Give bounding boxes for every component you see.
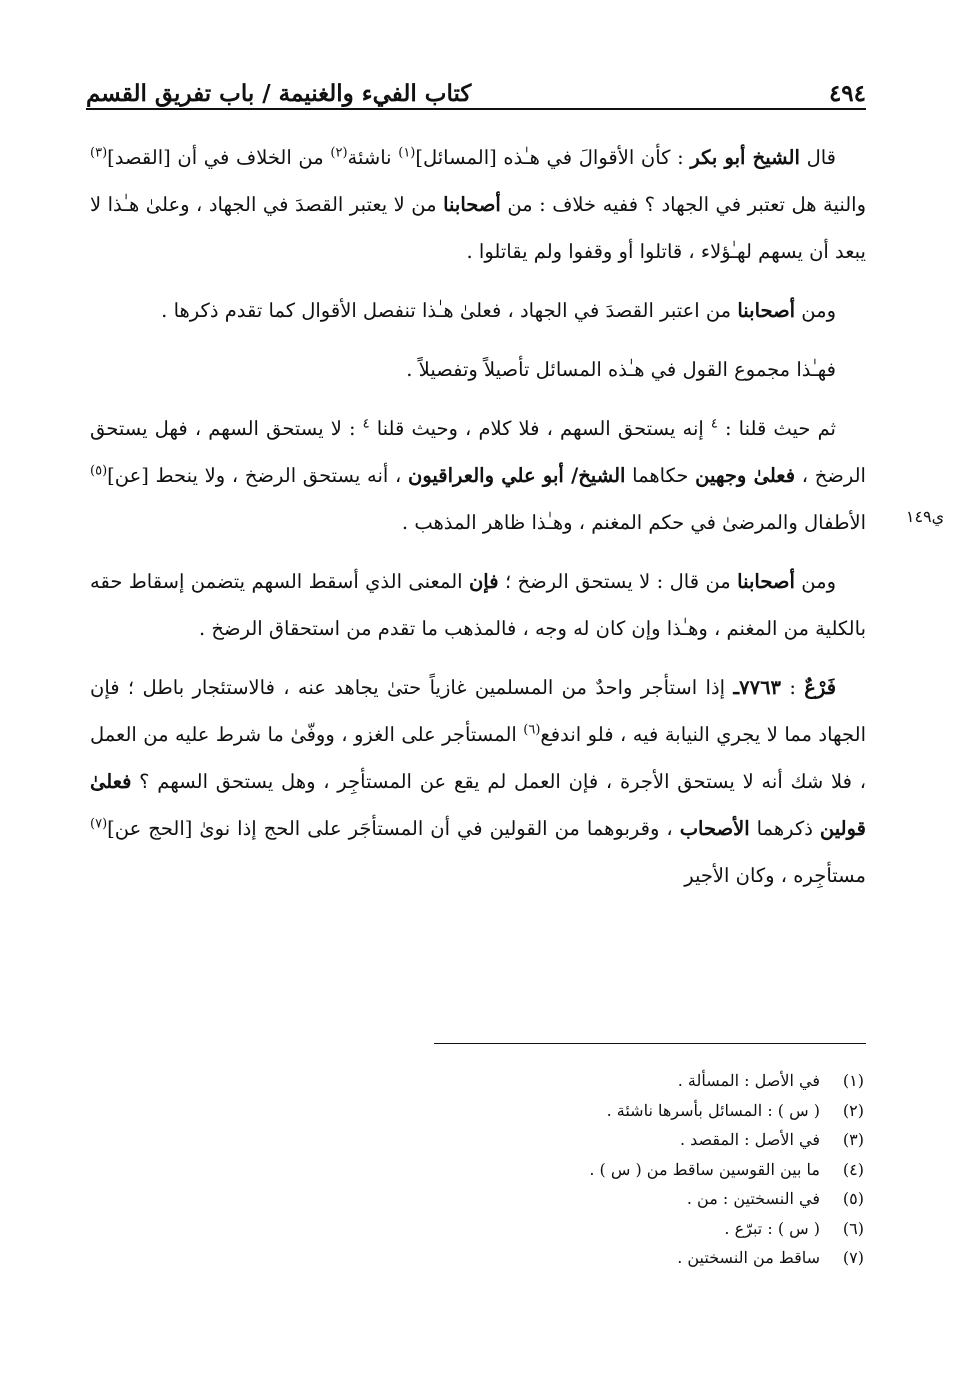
text-run: فهـٰذا مجموع القول في هـٰذه المسائل تأصيلاً وتفصيلاً . bbox=[406, 358, 836, 381]
footnote-ref: (٢) bbox=[330, 145, 348, 161]
paragraph-3 bbox=[90, 346, 866, 393]
paragraph-4 bbox=[90, 405, 866, 546]
bold-run: فعلىٰ قولين bbox=[90, 770, 866, 840]
footnote-item bbox=[304, 1184, 864, 1214]
footnote-number: (٤) bbox=[842, 1159, 864, 1179]
text-run: : لا يستحق السهم ، فهل يستحق الرضخ ، bbox=[90, 417, 866, 487]
bold-run: أصحابنا bbox=[443, 193, 501, 216]
footnote-item bbox=[304, 1125, 864, 1155]
footnote-text: ساقط من النسختين . bbox=[677, 1248, 820, 1267]
text-run: ومن bbox=[795, 299, 836, 322]
text-run: ثم حيث قلنا : bbox=[717, 417, 836, 440]
footnote-ref: (٣) bbox=[90, 145, 108, 161]
footnote-ref: ٤ bbox=[362, 416, 370, 432]
text-run: مستأجِره ، وكان الأجير bbox=[684, 864, 866, 887]
bold-run: الأصحاب bbox=[679, 817, 750, 840]
bold-run: أصحابنا bbox=[737, 570, 795, 593]
bold-run: فإن bbox=[468, 570, 499, 593]
text-run: المستأجر على الغزو ، ووفّىٰ ما شرط عليه من العمل ، فلا شك أنه لا يستحق الأجرة ، فإن العمل لم يقع عن المستأجِر ، وهل يستحق السهم ؟ bbox=[90, 723, 866, 793]
footnote-ref: ٤ bbox=[710, 416, 718, 432]
text-run: من الخلاف في أن [القصد] bbox=[107, 146, 331, 169]
footnote-item bbox=[304, 1066, 864, 1096]
paragraph-5 bbox=[90, 558, 866, 652]
bold-run: أصحابنا bbox=[737, 299, 796, 322]
text-run: إنه يستحق السهم ، فلا كلام ، وحيث قلنا bbox=[369, 417, 711, 440]
section-marker: فَرْعٌ bbox=[804, 676, 837, 699]
footnote-ref: (٥) bbox=[90, 463, 108, 479]
text-run: الأطفال والمرضىٰ في حكم المغنم ، وهـٰذا ظاهر المذهب . bbox=[401, 511, 866, 534]
footnote-number: (٢) bbox=[842, 1100, 864, 1120]
text-run: حكاهما bbox=[625, 464, 696, 487]
text-run: من اعتبر القصدَ في الجهاد ، فعلىٰ هـٰذا تنفصل الأقوال كما تقدم ذكرها . bbox=[161, 299, 738, 322]
paragraph-2 bbox=[90, 287, 866, 334]
footnote-text: ( س ) : تبرّع . bbox=[724, 1218, 820, 1238]
paragraph-6 bbox=[90, 664, 866, 899]
footnote-ref: (٧) bbox=[90, 816, 108, 832]
main-text bbox=[90, 134, 866, 899]
footnote-number: (٧) bbox=[842, 1248, 864, 1267]
footnote-number: (٦) bbox=[842, 1218, 864, 1238]
text-run: ذكرهما bbox=[749, 817, 820, 840]
footnote-ref: (٦) bbox=[523, 722, 541, 738]
page-number: ٤٩٤ bbox=[823, 80, 866, 108]
text-run: من قال : لا يستحق الرضخ ؛ bbox=[498, 570, 738, 593]
footnote-text: في الأصل : المسألة . bbox=[677, 1071, 820, 1090]
text-run: قال bbox=[799, 146, 837, 169]
text-run: ناشئة bbox=[347, 146, 399, 169]
footnote-ref: (١) bbox=[398, 145, 416, 161]
footnote-text: في الأصل : المقصد . bbox=[679, 1130, 820, 1149]
issue-number: ٧٧٦٣ـ bbox=[733, 676, 782, 699]
footnote-item bbox=[304, 1243, 864, 1273]
margin-manuscript-ref: ي١٤٩ bbox=[905, 507, 945, 526]
text-run: والنية هل تعتبر في الجهاد ؟ ففيه خلاف : من bbox=[500, 193, 866, 216]
footnote-separator bbox=[434, 1043, 866, 1044]
footnote-text: ما بين القوسين ساقط من ( س ) . bbox=[589, 1159, 820, 1179]
text-run: : bbox=[781, 676, 805, 699]
footnote-text: في النسختين : من . bbox=[686, 1189, 820, 1208]
running-header bbox=[86, 82, 866, 116]
bold-run: الشيخ أبو بكر bbox=[690, 146, 800, 169]
header-rule bbox=[86, 108, 866, 110]
text-run: ، وقربوهما من القولين في أن المستأجَر على الحج إذا نوىٰ [الحج عن] bbox=[107, 817, 680, 840]
footnote-number: (٥) bbox=[842, 1189, 864, 1208]
bold-run: الشيخ/ أبو علي والعراقيون bbox=[408, 464, 626, 487]
text-run: ، أنه يستحق الرضخ ، ولا ينحط [عن] bbox=[107, 464, 409, 487]
running-title: كتاب الفيء والغنيمة / باب تفريق القسم bbox=[86, 80, 477, 108]
footnote-item bbox=[304, 1214, 864, 1244]
footnote-number: (١) bbox=[842, 1071, 864, 1090]
bold-run: فعلىٰ وجهين bbox=[695, 464, 796, 487]
text-run: المعنى الذي أسقط السهم يتضمن إسقاط حقه بالكلية من المغنم ، وهـٰذا وإن كان له وجه ، فالمذهب ما تقدم من استحقاق الرضخ . bbox=[90, 570, 866, 640]
footnotes-list bbox=[304, 1066, 864, 1273]
footnote-number: (٣) bbox=[842, 1130, 864, 1149]
text-run: : كأن الأقوالَ في هـٰذه [المسائل] bbox=[415, 146, 691, 169]
footnote-item bbox=[304, 1155, 864, 1185]
footnote-text: ( س ) : المسائل بأسرها ناشئة . bbox=[606, 1100, 820, 1120]
paragraph-1 bbox=[90, 134, 866, 275]
text-run: إذا استأجر واحدٌ من المسلمين غازياً حتىٰ يجاهد عنه ، فالاستئجار باطل ؛ فإن الجهاد مما لا يجري النيابة فيه ، فلو اندفع bbox=[90, 676, 866, 746]
text-run: ومن bbox=[794, 570, 836, 593]
footnote-item bbox=[304, 1096, 864, 1126]
text-run: من لا يعتبر القصدَ في الجهاد ، وعلىٰ هـٰذا لا يبعد أن يسهم لهـٰؤلاء ، قاتلوا أو وقفوا ولم يقاتلوا . bbox=[90, 193, 866, 263]
